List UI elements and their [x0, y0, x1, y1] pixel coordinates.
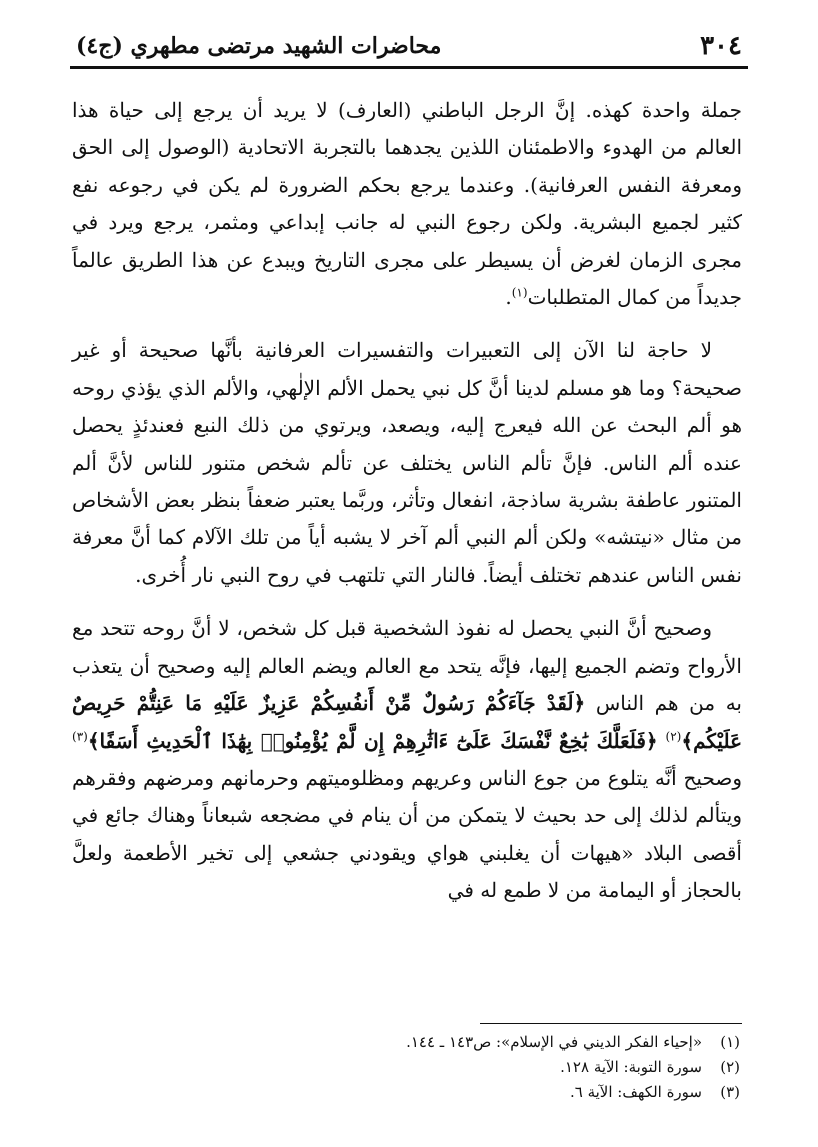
- quran-verse-1: ﴿لَقَدْ جَآءَكُمْ رَسُولٌ مِّنْ أَنفُسِكُمْ عَزِيزٌ عَلَيْهِ مَا عَنِتُّمْ حَرِيصٌ عَلَيْكُم﴾: [72, 691, 743, 753]
- footnote-text: سورة التوبة: الآية ١٢٨.: [560, 1058, 702, 1076]
- paragraph-3-text-after: وصحيح أنَّه يتلوع من جوع الناس وعريهم ومظلوميتهم وحرمانهم ومرضهم وفقرهم ويتألم لذلك إلى حد بحيث لا يتمكن من أن ينام في مضجعه شبعاناً وهناك جائع في أقصى البلاد «هيهات أن يغلبني هواي ويقودني جشعي إلى تخير الأطعمة ولعلَّ بالحجاز أو اليمامة من لا طمع له في: [72, 765, 742, 903]
- header-rule: [70, 66, 748, 69]
- quran-verse-2: ﴿فَلَعَلَّكَ بَٰخِعٌ نَّفْسَكَ عَلَىٰٓ ءَاثَٰرِهِمْ إِن لَّمْ يُؤْمِنُوا۟ بِهَٰذَا ٱلْحَدِيثِ أَسَفًا﴾: [87, 728, 658, 753]
- paragraph-3: [72, 610, 742, 909]
- footnote-2: [200, 1055, 740, 1080]
- footnote-ref-2: (٢): [665, 728, 682, 743]
- footnote-3: [200, 1080, 740, 1105]
- running-title: محاضرات الشهيد مرتضى مطهري (ج٤): [76, 33, 442, 59]
- paragraph-1: [72, 92, 742, 316]
- paragraph-1-tail: .: [505, 285, 512, 310]
- footnote-ref-1: (١): [511, 285, 528, 300]
- footnote-rule: [480, 1023, 742, 1024]
- paragraph-3-text-before: وصحيح أنَّ النبي يحصل له نفوذ الشخصية قبل كل شخص، لا أنَّ روحه تتحد مع الأرواح وتضم الجميع إليها، فإنَّه يتحد مع العالم ويضم العالم إليه وصحيح أن يتعذب به من هم الناس: [72, 616, 742, 716]
- paragraph-2: [72, 332, 742, 594]
- footnote-number: (٢): [720, 1058, 740, 1076]
- footnote-ref-3: (٣): [72, 728, 88, 743]
- page-header: [76, 26, 742, 66]
- footnote-number: (٣): [720, 1083, 740, 1101]
- paragraph-1-text: جملة واحدة كهذه. إنَّ الرجل الباطني (العارف) لا يريد أن يرجع إلى حياة هذا العالم من الهدوء والاطمئنان اللذين يجدهما بالتجربة الاتحادية (الوصول إلى الحق ومعرفة النفس العرفانية). وعندما يرجع بحكم الضرورة لم يكن في رجوعه نفع كثير لجميع البشرية. ولكن رجوع النبي له جانب إبداعي ومثمر، يرجع ويرد في مجرى الزمان لغرض أن يسيطر على مجرى التاريخ ويبدع عن هذا الطريق عالماً جديداً من كمال المتطلبات: [72, 98, 742, 310]
- footnotes: [200, 1030, 740, 1105]
- footnote-text: سورة الكهف: الآية ٦.: [569, 1083, 702, 1101]
- paragraph-2-text: لا حاجة لنا الآن إلى التعبيرات والتفسيرات العرفانية بأنَّها صحيحة أو غير صحيحة؟ وما هو مسلم لدينا أنَّ كل نبي يحمل الألم الإلٰهي، والألم الذي يؤذي روحه هو ألم البحث عن الله فيعرج إليه، ويصعد، ويرتوي من ذلك النبع فعندئذٍ يحصل عنده ألم الناس. فإنَّ تألم الناس يختلف عن تألم شخص متنور للناس لأنَّ ألم المتنور عاطفة بشرية ساذجة، انفعال وتأثر، وربَّما يعتبر ضعفاً بنظر بعض الأشخاص من مثال «نيتشه» ولكن ألم النبي ألم آخر لا يشبه أياً من تلك الآلام كما أنَّ معرفة نفس الناس عندهم تختلف أيضاً. فالنار التي تلتهب في روح النبي نار أُخرى.: [72, 338, 742, 587]
- footnote-1: [200, 1030, 740, 1055]
- page-number: ٣٠٤: [700, 31, 742, 61]
- body-text: [72, 92, 742, 910]
- footnote-text: «إحياء الفكر الديني في الإسلام»: ص١٤٣ ـ ١٤٤.: [406, 1033, 702, 1051]
- footnote-number: (١): [720, 1033, 740, 1051]
